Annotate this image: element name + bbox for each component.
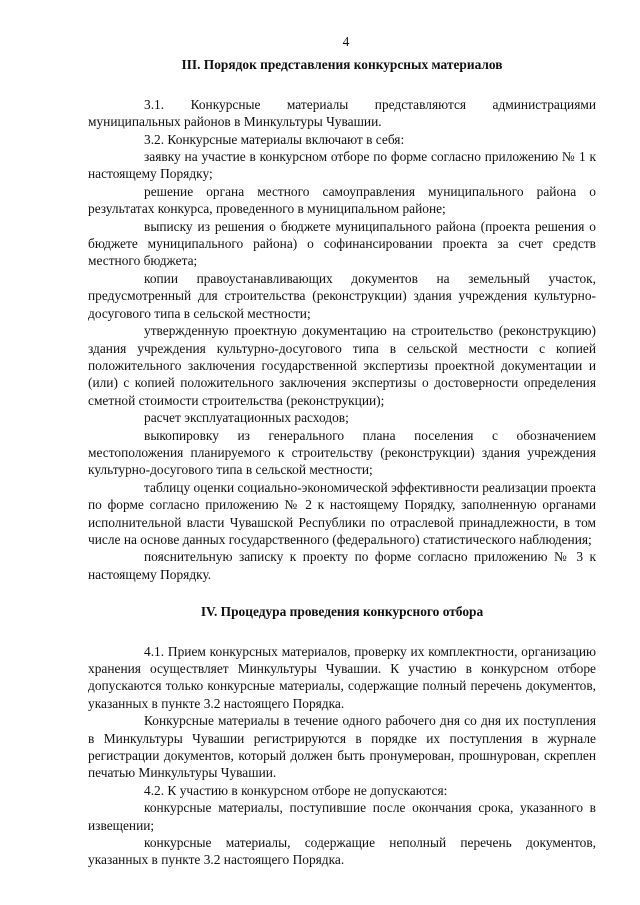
section-3-body	[88, 96, 596, 583]
paragraph: заявку на участие в конкурсном отборе по форме согласно приложению № 1 к настоящему Порядку;	[88, 149, 596, 182]
paragraph: утвержденную проектную документацию на строительство (реконструкцию) здания учреждения культурно-досугового типа в сельской местности с копией положительного заключения государственной экспертизы проектной документации и (или) с копией положительного заключения экспертизы о достоверности определения сметной стоимости строительства (реконструкции);	[88, 323, 596, 408]
paragraph: 3.1. Конкурсные материалы представляются администрациями муниципальных районов в Минкультуры Чувашии.	[88, 96, 596, 130]
paragraph: выписку из решения о бюджете муниципального района (проекта решения о бюджете муниципального района) о софинансировании проекта за счет средств местного бюджета;	[88, 218, 596, 269]
paragraph: расчет эксплуатационных расходов;	[144, 410, 349, 426]
paragraph: таблицу оценки социально-экономической эффективности реализации проекта по форме согласно приложению № 2 к настоящему Порядку, заполненную органами исполнительной власти Чувашской Республики по отраслевой принадлежности, в том числе на основе данных государственного (федерального) статистического наблюдения;	[88, 479, 596, 547]
paragraph: 4.2. К участию в конкурсном отборе не допускаются:	[144, 782, 448, 798]
paragraph: 3.2. Конкурсные материалы включают в себя:	[144, 131, 405, 147]
paragraph: копии правоустанавливающих документов на земельный участок, предусмотренный для строительства (реконструкции) здания учреждения культурно-досугового типа в сельской местности;	[88, 270, 596, 321]
paragraph: пояснительную записку к проекту по форме согласно приложению № 3 к настоящему Порядку.	[88, 549, 596, 582]
paragraph: конкурсные материалы, содержащие неполный перечень документов, указанных в пункте 3.2 настоящего Порядка.	[88, 835, 596, 868]
paragraph: выкопировку из генерального плана поселения с обозначением местоположения планируемого к строительству (реконструкции) здания учреждения культурно-досугового типа в сельской местности;	[88, 427, 596, 478]
section-3-heading: III. Порядок представления конкурсных материалов	[181, 57, 503, 73]
section-4-body	[88, 643, 596, 869]
paragraph: 4.1. Прием конкурсных материалов, проверку их комплектности, организацию хранения осуществляет Минкультуры Чувашии. К участию в конкурсном отборе допускаются только конкурсные материалы, содержащие полный перечень документов, указанных в пункте 3.2 настоящего Порядка.	[88, 643, 596, 711]
section-4-heading: IV. Процедура проведения конкурсного отбора	[200, 604, 484, 620]
paragraph: Конкурсные материалы в течение одного рабочего дня со дня их поступления в Минкультуры Чувашии регистрируются в порядке их поступления в журнале регистрации документов, который должен быть пронумерован, прошнурован, скреплен печатью Минкультуры Чувашии.	[88, 713, 596, 781]
paragraph: конкурсные материалы, поступившие после окончания срока, указанного в извещении;	[88, 800, 596, 833]
paragraph: решение органа местного самоуправления муниципального района о результатах конкурса, проведенного в муниципальном районе;	[88, 183, 596, 217]
page-number: 4	[342, 34, 350, 49]
